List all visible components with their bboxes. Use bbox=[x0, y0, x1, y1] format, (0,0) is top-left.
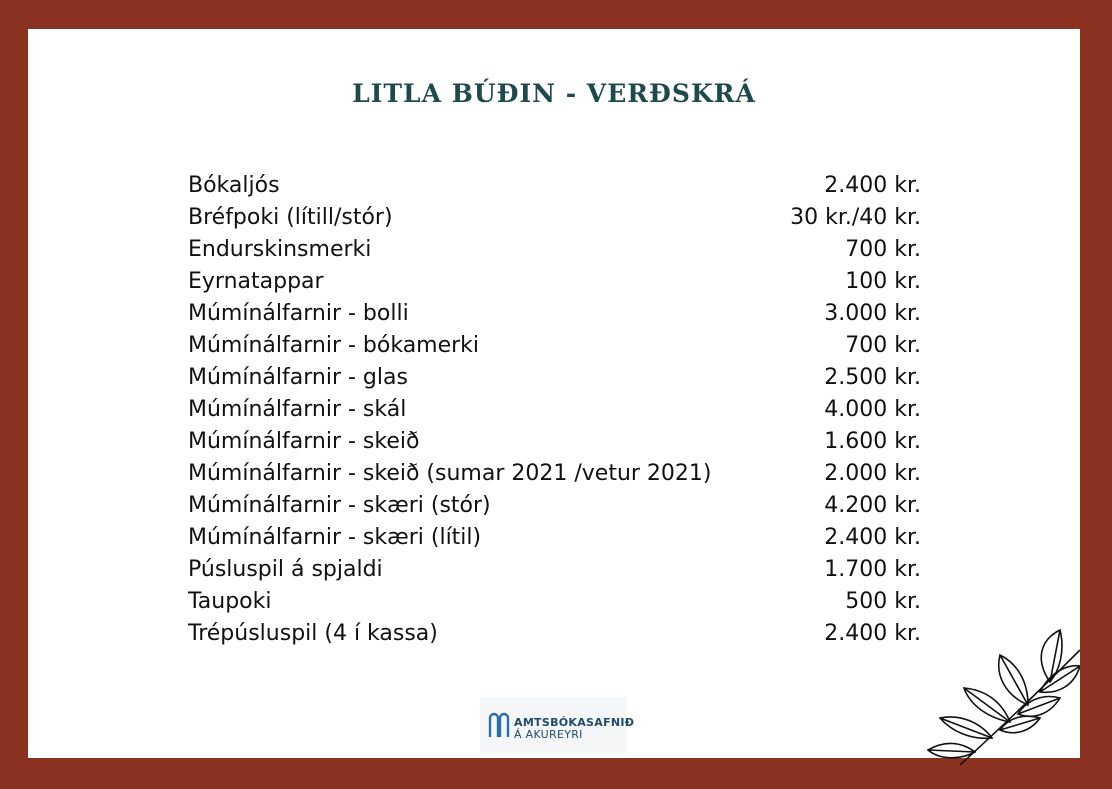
price-row bbox=[188, 330, 921, 362]
price-row bbox=[188, 458, 921, 490]
item-price: 2.000 kr. bbox=[824, 461, 921, 486]
price-row bbox=[188, 298, 921, 330]
page-title: LITLA BÚÐIN - VERÐSKRÁ bbox=[352, 79, 756, 108]
price-list bbox=[188, 170, 921, 650]
item-name: Múmínálfarnir - skeið bbox=[188, 429, 420, 454]
item-price: 100 kr. bbox=[845, 269, 921, 294]
library-logo bbox=[480, 697, 635, 753]
price-row bbox=[188, 490, 921, 522]
price-row bbox=[188, 426, 921, 458]
item-name: Trépúsluspil (4 í kassa) bbox=[188, 621, 438, 646]
item-name: Múmínálfarnir - skæri (stór) bbox=[188, 493, 491, 518]
item-name: Bréfpoki (lítill/stór) bbox=[188, 205, 393, 230]
item-price: 2.400 kr. bbox=[824, 173, 921, 198]
item-price: 1.600 kr. bbox=[824, 429, 921, 454]
item-price: 1.700 kr. bbox=[824, 557, 921, 582]
item-name: Múmínálfarnir - skál bbox=[188, 397, 407, 422]
item-price: 30 kr./40 kr. bbox=[790, 205, 921, 230]
item-name: Eyrnatappar bbox=[188, 269, 324, 294]
price-row bbox=[188, 234, 921, 266]
price-row bbox=[188, 170, 921, 202]
item-name: Múmínálfarnir - skeið (sumar 2021 /vetur 2021) bbox=[188, 461, 712, 486]
item-price: 700 kr. bbox=[845, 237, 921, 262]
item-name: Múmínálfarnir - glas bbox=[188, 365, 408, 390]
item-name: Múmínálfarnir - skæri (lítil) bbox=[188, 525, 482, 550]
item-name: Endurskinsmerki bbox=[188, 237, 372, 262]
item-name: Púsluspil á spjaldi bbox=[188, 557, 383, 582]
price-row bbox=[188, 202, 921, 234]
item-name: Múmínálfarnir - bókamerki bbox=[188, 333, 480, 358]
price-row bbox=[188, 362, 921, 394]
price-row bbox=[188, 586, 921, 618]
library-logo-icon bbox=[488, 712, 510, 738]
leaf-branch-icon bbox=[900, 590, 1080, 770]
item-price: 2.400 kr. bbox=[824, 621, 921, 646]
item-name: Múmínálfarnir - bolli bbox=[188, 301, 409, 326]
item-price: 700 kr. bbox=[845, 333, 921, 358]
item-price: 2.500 kr. bbox=[824, 365, 921, 390]
logo-line-1: AMTSBÓKASAFNIÐ bbox=[514, 716, 635, 729]
price-row bbox=[188, 618, 921, 650]
item-price: 4.000 kr. bbox=[824, 397, 921, 422]
price-row bbox=[188, 394, 921, 426]
item-price: 500 kr. bbox=[845, 589, 921, 614]
item-price: 2.400 kr. bbox=[824, 525, 921, 550]
item-name: Bókaljós bbox=[188, 173, 280, 198]
item-name: Taupoki bbox=[188, 589, 272, 614]
logo-line-2: Á AKUREYRI bbox=[514, 728, 583, 741]
price-row bbox=[188, 554, 921, 586]
item-price: 3.000 kr. bbox=[824, 301, 921, 326]
price-row bbox=[188, 522, 921, 554]
price-row bbox=[188, 266, 921, 298]
item-price: 4.200 kr. bbox=[824, 493, 921, 518]
